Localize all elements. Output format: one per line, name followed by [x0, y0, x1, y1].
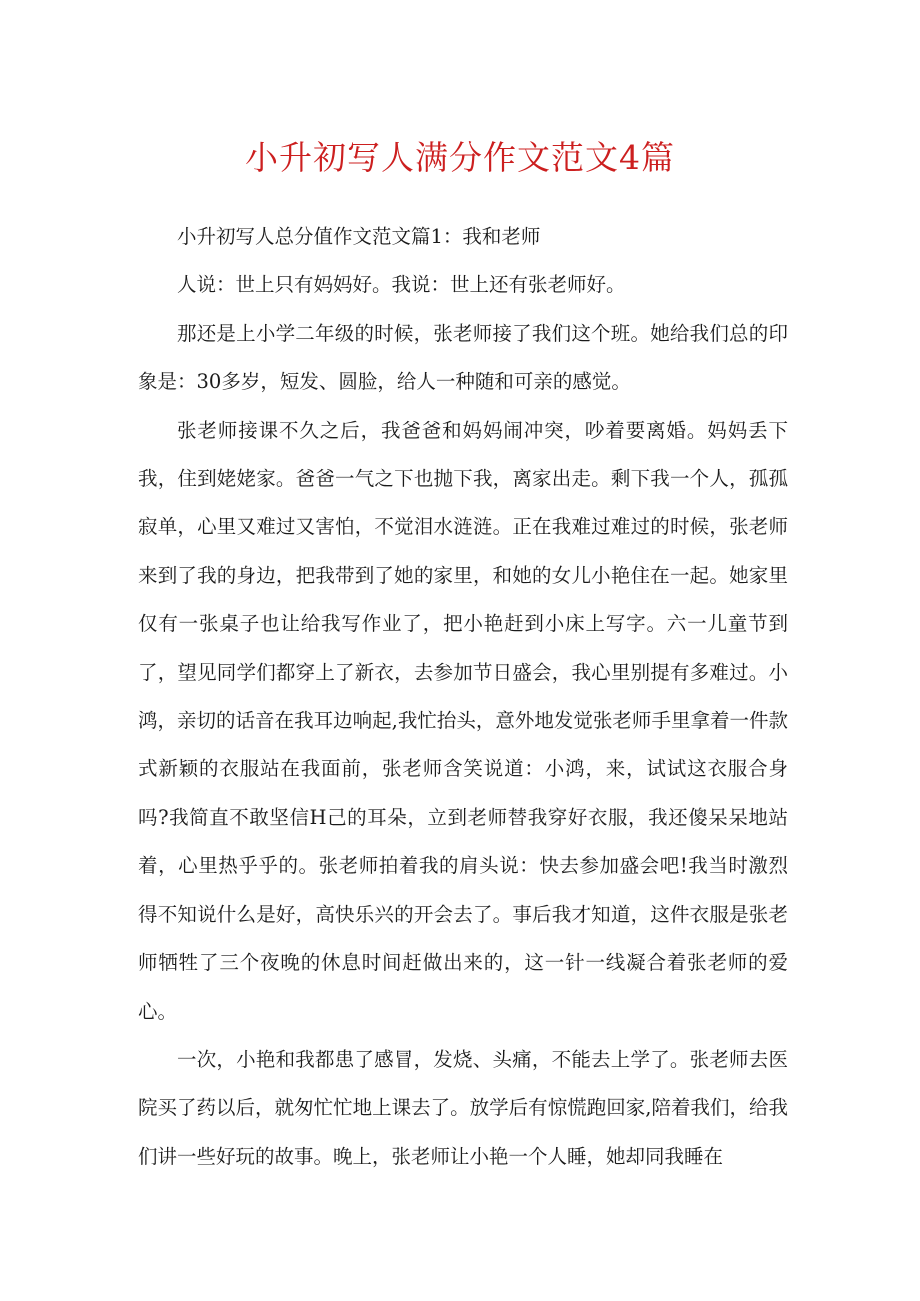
- document-body: [138, 213, 788, 1181]
- paragraph: 那还是上小学二年级的时候，张老师接了我们这个班。她给我们总的印象是：30多岁，短发、圆脸，给人一种随和可亲的感觉。: [138, 321, 788, 394]
- document-title: 小升初写人满分作文范文4篇: [245, 138, 675, 177]
- section-heading: 小升初写人总分值作文范文篇1：我和老师: [177, 225, 541, 248]
- paragraph: 一次，小艳和我都患了感冒，发烧、头痛，不能去上学了。张老师去医院买了药以后，就匆忙忙地上课去了。放学后有惊慌跑回家,陪着我们，给我们讲一些好玩的故事。晚上，张老师让小艳一个人睡，她却同我睡在: [138, 1047, 788, 1168]
- paragraph: 人说：世上只有妈妈好。我说：世上还有张老师好。: [177, 273, 626, 297]
- paragraph: 张老师接课不久之后，我爸爸和妈妈闹冲突，吵着要离婚。妈妈丢下我，住到姥姥家。爸爸一气之下也抛下我，离家出走。剩下我一个人，孤孤寂单，心里又难过又害怕，不觉泪水涟涟。正在我难过难过的时候，张老师来到了我的身边，把我带到了她的家里，和她的女儿小艳住在一起。她家里仅有一张桌子也让给我写作业了，把小艳赶到小床上写字。六一儿童节到了，望见同学们都穿上了新衣，去参加节日盛会，我心里别提有多难过。小鸿，亲切的话音在我耳边响起,我忙抬头，意外地发觉张老师手里拿着一件款式新颖的衣服站在我面前，张老师含笑说道：小鸿，来，试试这衣服合身吗?我简直不敢坚信H己的耳朵，立到老师替我穿好衣服，我还傻呆呆地站着，心里热乎乎的。张老师拍着我的肩头说：快去参加盛会吧!我当时激烈得不知说什么是好，高快乐兴的开会去了。事后我才知道，这件衣服是张老师牺牲了三个夜晚的休息时间赶做出来的，这一针一线凝合着张老师的爱心。: [138, 418, 788, 1023]
